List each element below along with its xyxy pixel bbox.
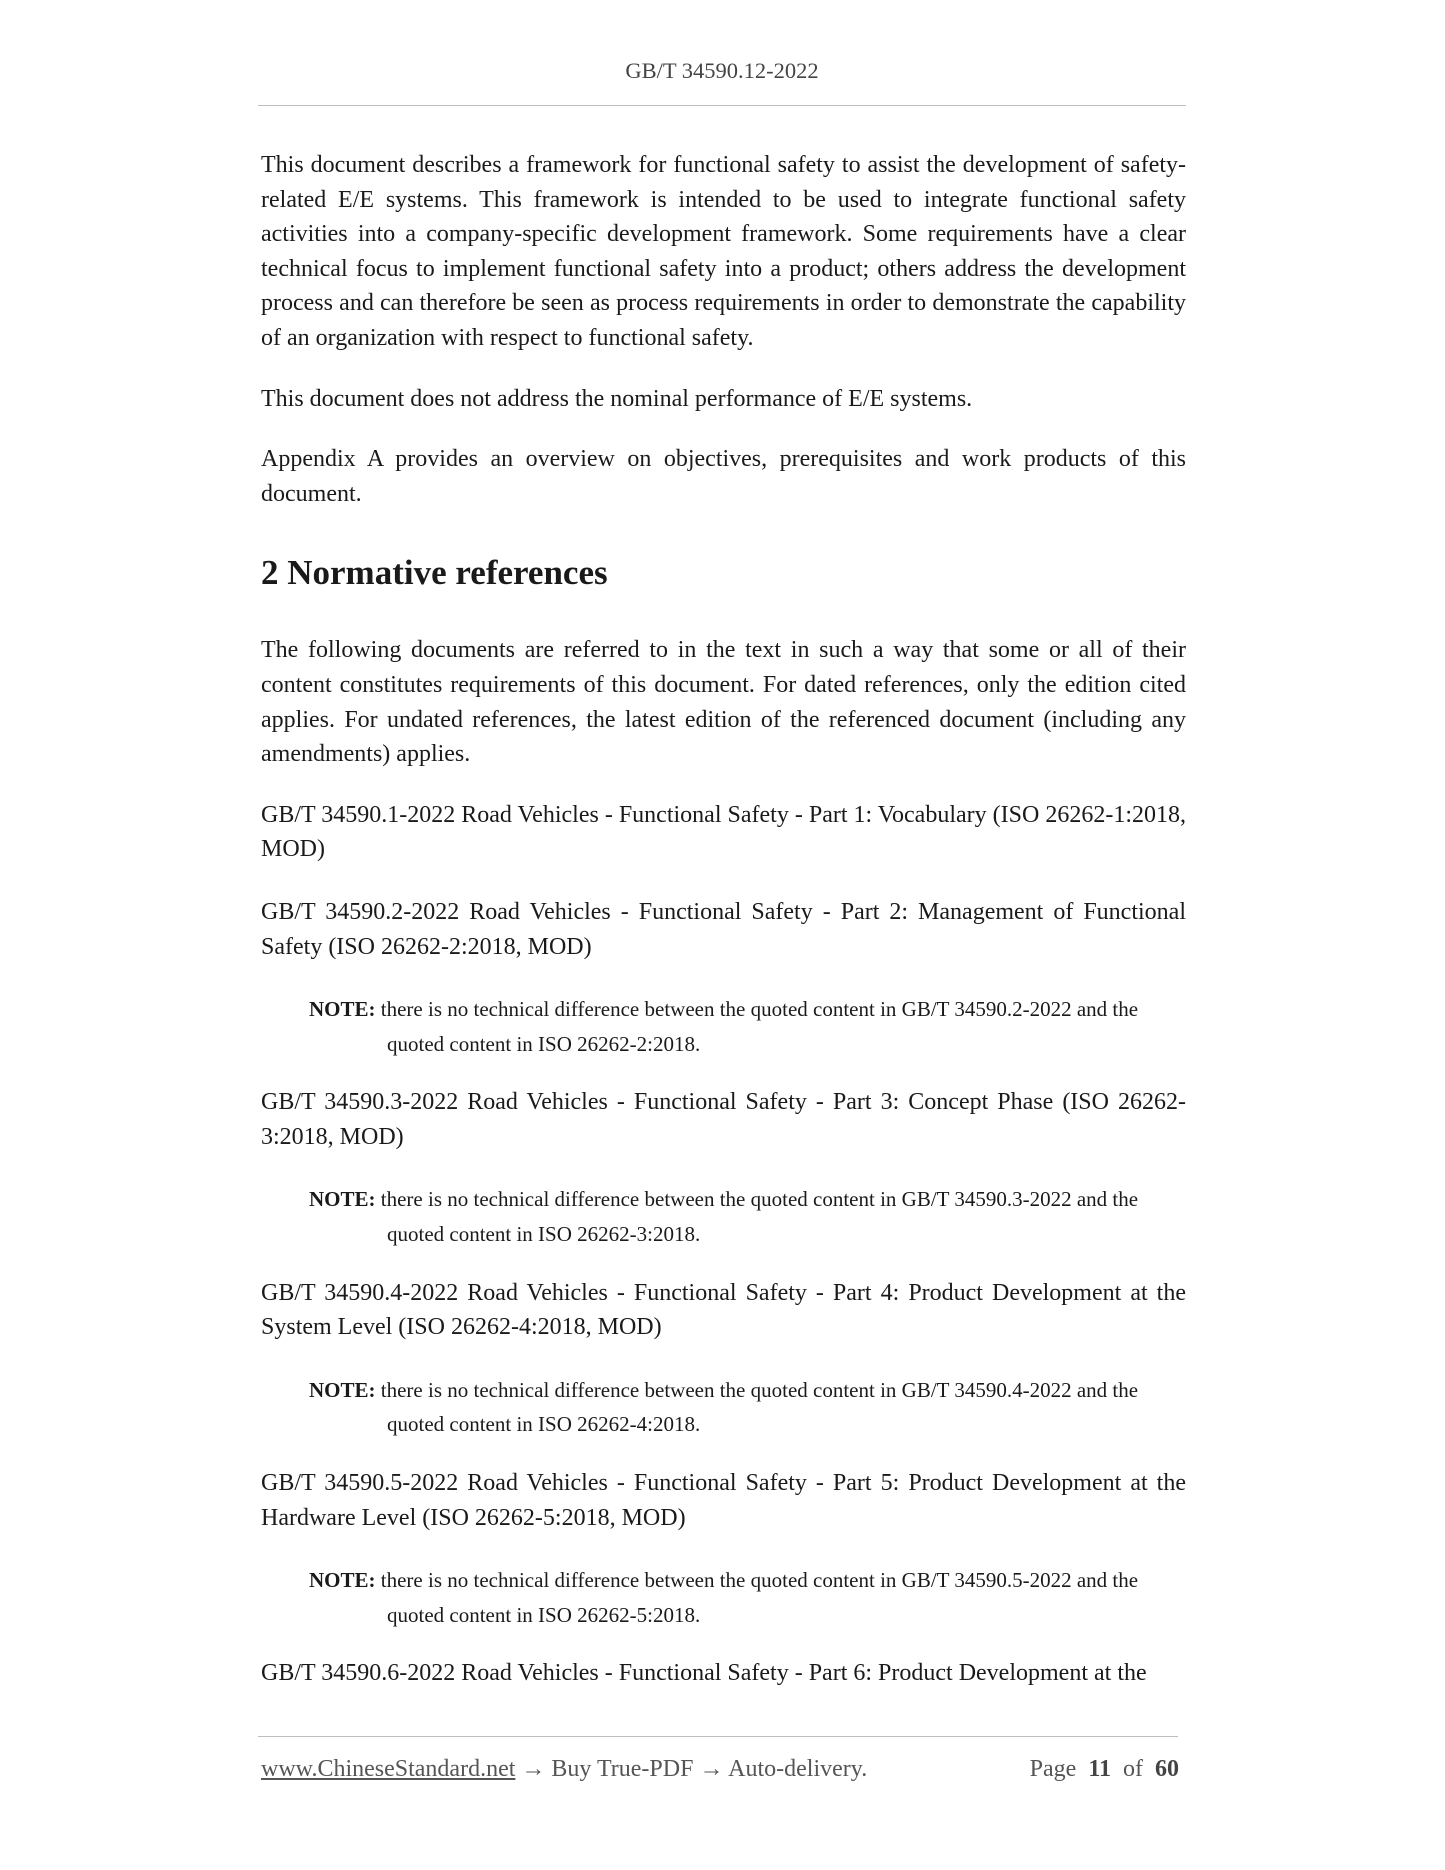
footer-divider [258, 1736, 1178, 1737]
reference-note [309, 1182, 1186, 1251]
note-label: NOTE: [309, 1377, 376, 1402]
reference-item: GB/T 34590.4-2022 Road Vehicles - Functional Safety - Part 4: Product Development at the System Level (ISO 26262-4:2018, MOD) [261, 1279, 1186, 1341]
section-heading: 2 Normative references [261, 553, 608, 593]
note-label: NOTE: [309, 1568, 376, 1593]
page-of: of [1123, 1756, 1143, 1782]
note-label: NOTE: [309, 1187, 376, 1212]
page-header: GB/T 34590.12-2022 [625, 58, 819, 83]
website-link[interactable]: www.ChineseStandard.net [261, 1756, 516, 1782]
reference-item: GB/T 34590.2-2022 Road Vehicles - Functional Safety - Part 2: Management of Functional Safety (ISO 26262-2:2018, MOD) [261, 898, 1186, 960]
note-text: there is no technical difference between the quoted content in GB/T 34590.2-2022 and the [380, 997, 1139, 1022]
reference-note [309, 1563, 1186, 1632]
page-indicator [1030, 1756, 1179, 1783]
footer-promo [261, 1756, 867, 1783]
section-intro: The following documents are referred to in the text in such a way that some or all of their content constitutes requirements of this document. For dated references, only the edition cited applies. For undated references, the latest edition of the referenced document (including any amendments) applies. [261, 637, 1186, 768]
note-text: there is no technical difference between the quoted content in GB/T 34590.3-2022 and the [380, 1187, 1139, 1212]
note-text: there is no technical difference between the quoted content in GB/T 34590.5-2022 and the [380, 1568, 1139, 1593]
reference-note [309, 1373, 1186, 1442]
reference-item: GB/T 34590.5-2022 Road Vehicles - Functional Safety - Part 5: Product Development at the Hardware Level (ISO 26262-5:2018, MOD) [261, 1470, 1186, 1531]
note-label: NOTE: [309, 997, 376, 1022]
delivery-text: Auto-delivery. [728, 1756, 868, 1782]
header-divider [258, 105, 1186, 106]
reference-item: GB/T 34590.1-2022 Road Vehicles - Functional Safety - Part 1: Vocabulary (ISO 26262-1:2018, MOD) [261, 801, 1186, 863]
page-total: 60 [1155, 1756, 1179, 1782]
note-text: quoted content in ISO 26262-4:2018. [387, 1412, 701, 1437]
arrow-right-icon: → [521, 1756, 546, 1782]
page-label: Page [1029, 1756, 1077, 1782]
document-body [261, 148, 1186, 1719]
note-text: there is no technical difference between the quoted content in GB/T 34590.4-2022 and the [380, 1377, 1139, 1402]
intro-paragraph: This document does not address the nominal performance of E/E systems. [261, 385, 973, 412]
buy-text: Buy True-PDF [551, 1756, 694, 1782]
intro-paragraph: Appendix A provides an overview on objectives, prerequisites and work products of this document. [261, 446, 1186, 507]
page-current: 11 [1088, 1756, 1111, 1782]
reference-item: GB/T 34590.3-2022 Road Vehicles - Functional Safety - Part 3: Concept Phase (ISO 26262-3:2018, MOD) [261, 1089, 1186, 1150]
note-text: quoted content in ISO 26262-5:2018. [387, 1602, 701, 1627]
reference-item: GB/T 34590.6-2022 Road Vehicles - Functional Safety - Part 6: Product Development at the [261, 1660, 1147, 1687]
note-text: quoted content in ISO 26262-2:2018. [387, 1031, 701, 1056]
reference-note [309, 992, 1186, 1061]
note-text: quoted content in ISO 26262-3:2018. [387, 1222, 701, 1247]
intro-paragraph: This document describes a framework for functional safety to assist the development of safety-related E/E systems. This framework is intended to be used to integrate functional safety activities into a company-specific development framework. Some requirements have a clear technical focus to implement functional safety into a product; others address the development process and can therefore be seen as process requirements in order to demonstrate the capability of an organization with respect to functional safety. [261, 152, 1186, 351]
arrow-right-icon: → [699, 1756, 724, 1782]
